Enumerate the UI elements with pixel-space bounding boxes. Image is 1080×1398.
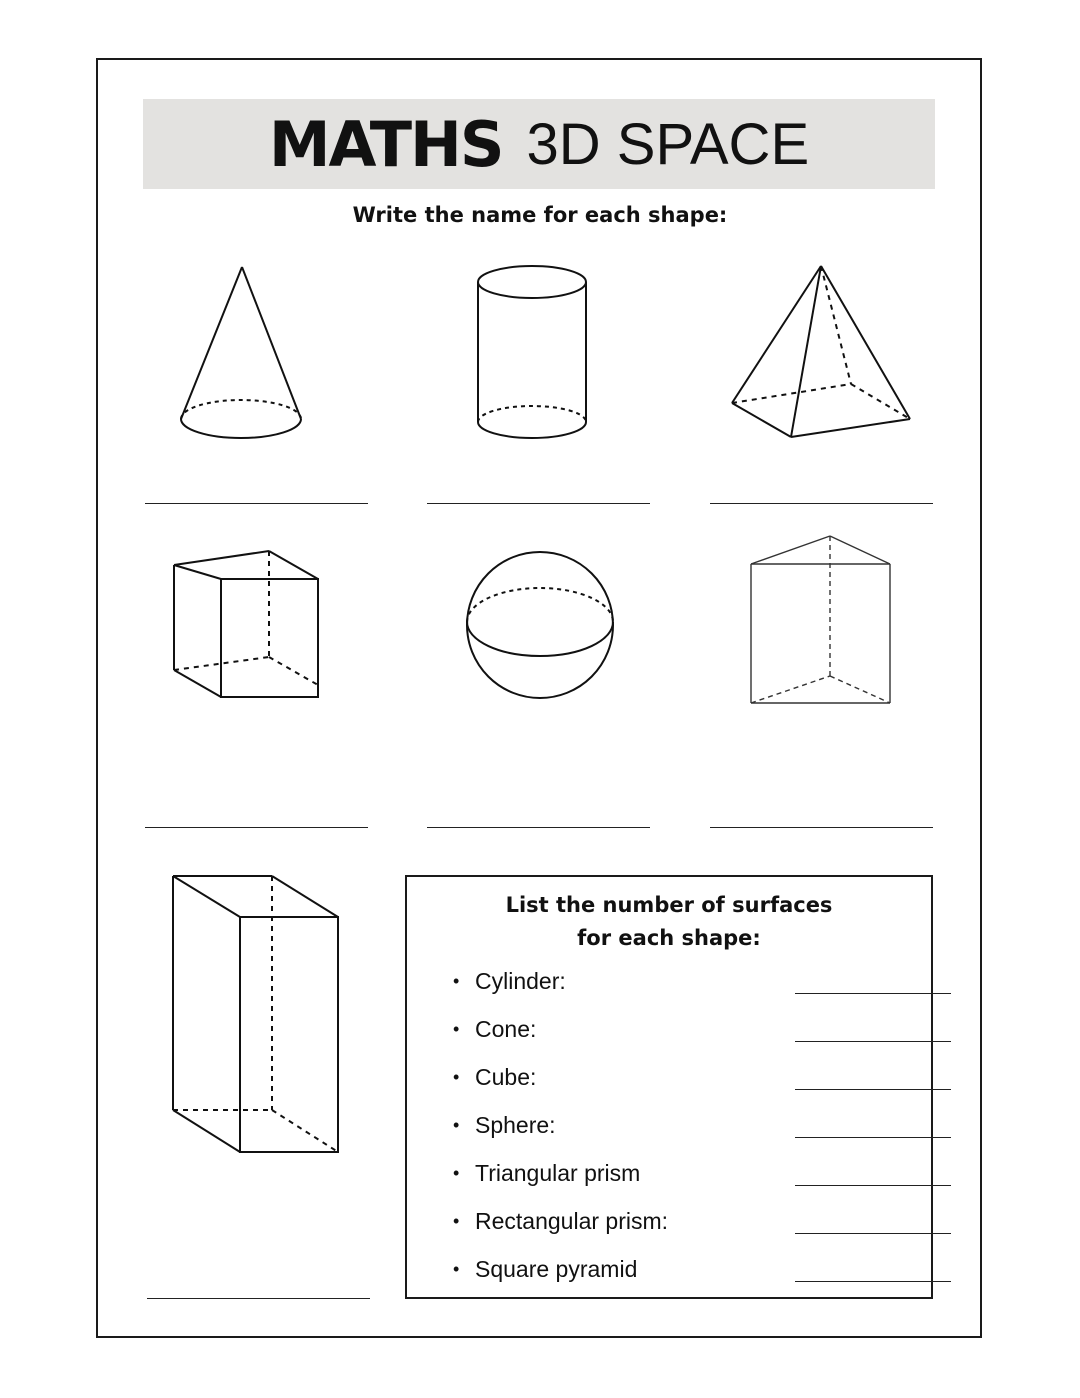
rectangular-prism-icon [165, 868, 347, 1162]
answer-line-cylinder[interactable] [427, 503, 650, 504]
square-pyramid-icon [725, 258, 917, 444]
bullet-icon: • [453, 1163, 460, 1183]
surface-answer-line[interactable] [795, 1089, 951, 1090]
surface-item-cylinder [453, 966, 566, 996]
surface-label: Rectangular prism: [475, 1208, 669, 1234]
bullet-icon: • [453, 1067, 460, 1087]
title-banner [143, 99, 935, 189]
answer-line-pyramid[interactable] [710, 503, 933, 504]
answer-line-cone[interactable] [145, 503, 368, 504]
bullet-icon: • [453, 1115, 460, 1135]
surface-answer-line[interactable] [795, 1281, 951, 1282]
title-3d-space: 3D SPACE [526, 111, 810, 177]
surfaces-title-line1: List the number of surfaces [505, 893, 833, 917]
surface-item-square-pyramid [453, 1254, 638, 1284]
surfaces-title-line2: for each shape: [577, 926, 761, 950]
surfaces-title [407, 889, 931, 955]
surface-answer-line[interactable] [795, 993, 951, 994]
bullet-icon: • [453, 1211, 460, 1231]
answer-line-sphere[interactable] [427, 827, 650, 828]
cone-icon [170, 258, 314, 448]
title-maths: MATHS [268, 107, 503, 181]
surfaces-box [405, 875, 933, 1299]
surface-label: Cone: [475, 1016, 537, 1042]
surface-label: Cube: [475, 1064, 537, 1090]
surface-label: Cylinder: [475, 968, 566, 994]
surface-label: Square pyramid [475, 1256, 638, 1282]
surface-item-rectangular-prism [453, 1206, 669, 1236]
surface-answer-line[interactable] [795, 1185, 951, 1186]
surface-item-triangular-prism [453, 1158, 641, 1188]
surface-item-cone [453, 1014, 537, 1044]
surface-item-cube [453, 1062, 537, 1092]
surface-label: Triangular prism [475, 1160, 641, 1186]
triangular-prism-icon [744, 529, 898, 709]
bullet-icon: • [453, 1019, 460, 1039]
surface-item-sphere [453, 1110, 556, 1140]
instruction-text: Write the name for each shape: [352, 203, 728, 227]
surface-answer-line[interactable] [795, 1041, 951, 1042]
answer-line-triangular-prism[interactable] [710, 827, 933, 828]
surface-answer-line[interactable] [795, 1137, 951, 1138]
surface-label: Sphere: [475, 1112, 556, 1138]
surface-answer-line[interactable] [795, 1233, 951, 1234]
cube-icon [165, 544, 327, 706]
answer-line-cube[interactable] [145, 827, 368, 828]
answer-line-rectangular-prism[interactable] [147, 1298, 370, 1299]
cylinder-icon [470, 262, 596, 448]
bullet-icon: • [453, 1259, 460, 1279]
sphere-icon [460, 546, 622, 704]
bullet-icon: • [453, 971, 460, 991]
